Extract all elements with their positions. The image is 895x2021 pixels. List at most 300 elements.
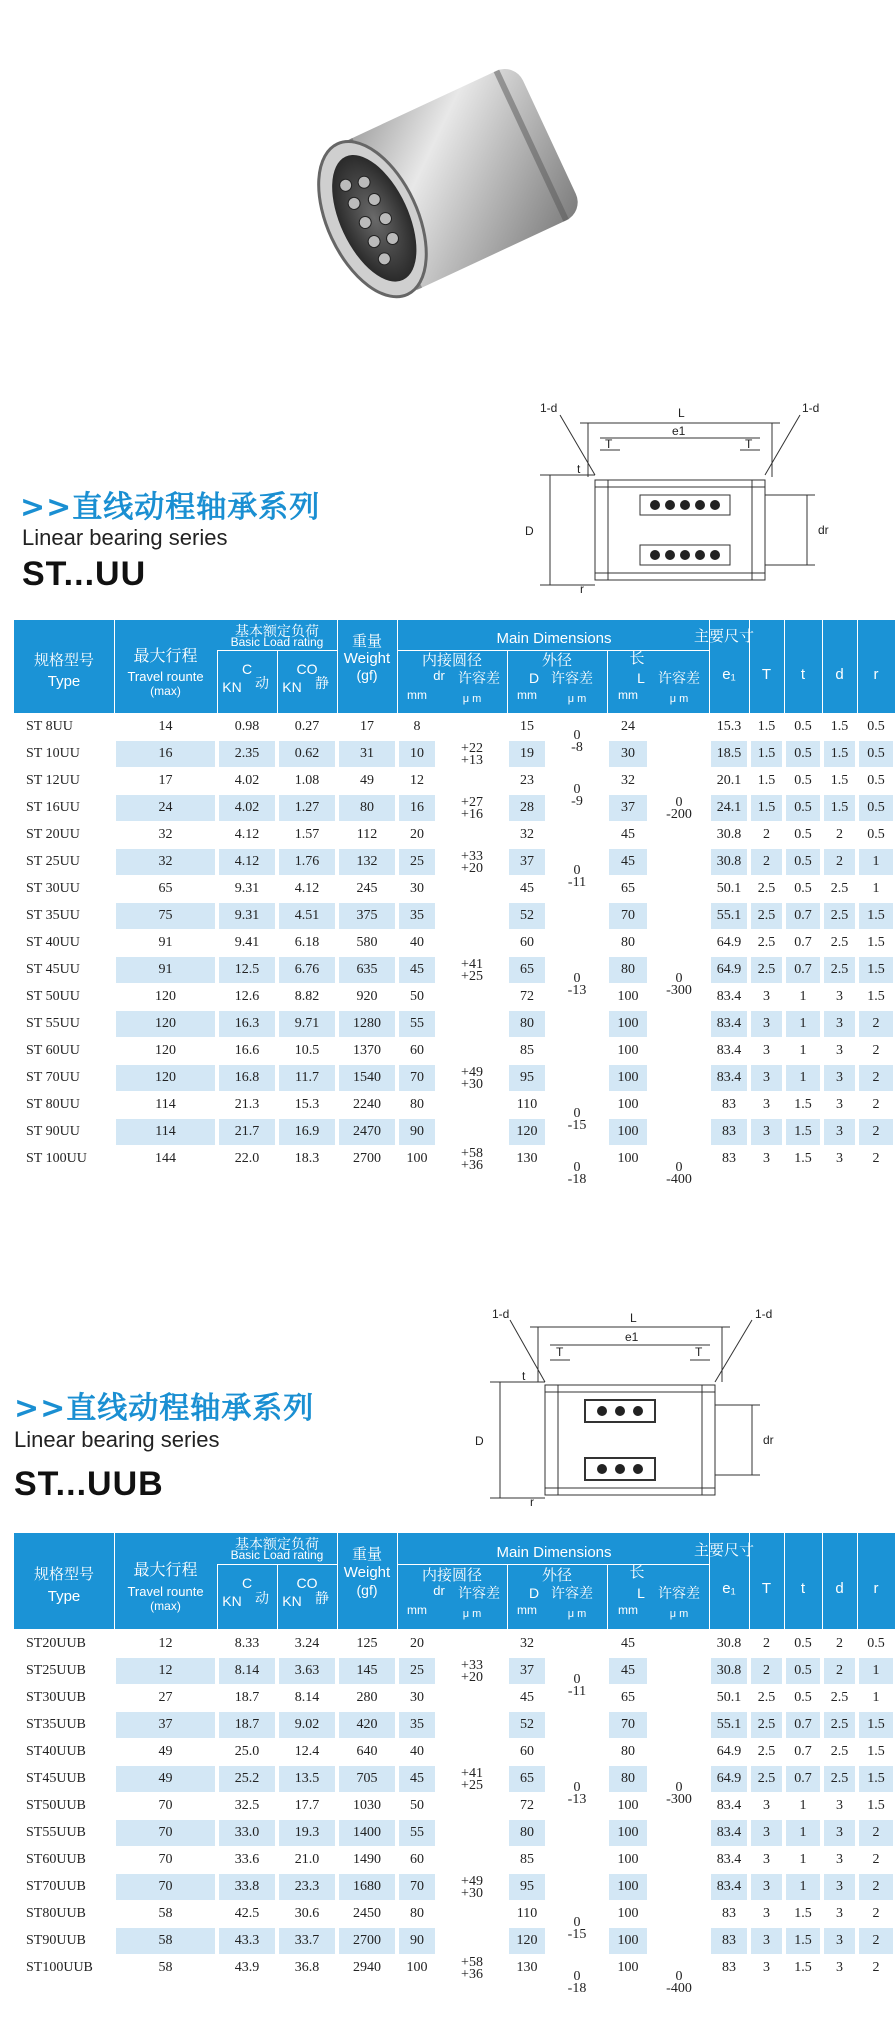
cell-d: 3 [824,1928,855,1954]
table-row [14,903,895,930]
cell-r: 1.5 [867,1798,885,1813]
cell-c: 42.5 [234,1906,260,1921]
cell-travel: 58 [116,1928,215,1954]
table-row [14,1631,895,1658]
cell-L: 37 [609,795,647,821]
cell-r: 0.5 [867,773,885,788]
cell-d: 2.5 [824,1712,855,1738]
cell-dr: 40 [410,1744,424,1759]
cell-D: 19 [509,741,545,767]
cell-weight: 49 [360,773,374,788]
header-dr-um: μ m [462,1607,482,1620]
cell-e1: 30.8 [716,827,742,842]
cell-dr: 50 [410,989,424,1004]
cell-type: ST 50UU [26,989,80,1004]
tolerance-Dtol-upper: 0 [573,1779,581,1795]
cell-dr: 55 [399,1820,435,1846]
cell-r: 1.5 [867,989,885,1004]
cell-c: 33.8 [219,1874,275,1900]
cell-type: ST50UUB [26,1798,86,1813]
cell-c: 25.0 [234,1744,260,1759]
cell-co: 19.3 [279,1820,335,1846]
cell-t: 0.5 [786,741,820,767]
cell-d: 3 [824,1011,855,1037]
table-row [14,930,895,957]
cell-e1: 83.4 [716,1798,742,1813]
cell-e1: 83 [722,1151,736,1166]
cell-dr: 40 [410,935,424,950]
header-L-cn: 长 [629,649,645,667]
cell-c: 16.6 [234,1043,260,1058]
table-row [14,768,895,795]
cell-r: 1 [872,1690,880,1705]
cell-e1: 64.9 [716,935,742,950]
table-row [14,1928,895,1955]
cell-t: 0.7 [786,903,820,929]
cell-c: 32.5 [234,1798,260,1813]
cell-D: 52 [509,1712,545,1738]
header-dr-sym: dr [433,1582,445,1598]
cell-c: 4.02 [219,795,275,821]
header-r: r [873,665,879,683]
section1-title-cn: >>直线动程轴承系列 [20,490,321,525]
cell-d: 2.5 [830,881,849,896]
cell-t: 0.5 [786,849,820,875]
cell-dr: 60 [410,1043,424,1058]
header-load-en: Basic Load rating [230,634,324,649]
header-travel-max: (max) [150,1599,181,1614]
tolerance-drtol-upper: +33 [461,849,483,864]
cell-dr: 10 [399,741,435,767]
cell-T: 3 [763,1798,770,1813]
cell-D: 60 [520,1744,534,1759]
cell-co: 1.27 [279,795,335,821]
cell-travel: 12 [158,1636,173,1651]
cell-e1: 30.8 [711,849,747,875]
cell-co: 18.3 [294,1151,320,1166]
cell-dr: 30 [410,881,424,896]
cell-e1: 83 [722,1097,736,1112]
cell-T: 2.5 [751,957,782,983]
cell-r: 1.5 [867,1744,885,1759]
cell-c: 9.31 [219,903,275,929]
cell-weight: 280 [356,1690,378,1705]
table1-header [14,620,895,713]
header-L-mm: mm [618,1603,638,1618]
cell-e1: 83 [722,1906,736,1921]
tolerance-drtol-lower: +25 [461,969,483,984]
cell-co: 4.12 [294,881,320,896]
tolerance-Dtol-upper: 0 [573,781,581,797]
cell-co: 6.18 [294,935,320,950]
cell-travel: 91 [158,935,173,950]
cell-d: 2.5 [830,1744,849,1759]
tolerance-Ltol-lower: -400 [666,1980,692,1996]
dim2-label-1d-right: 1-d [755,1307,773,1321]
header-D-cn: 外径 [541,652,572,670]
cell-T: 2.5 [751,1766,782,1792]
cell-weight: 1280 [339,1011,395,1037]
cell-r: 1 [859,849,893,875]
dim2-label-dr: dr [763,1433,774,1447]
tolerance-Dtol-lower: -13 [567,1791,587,1807]
cell-r: 2 [872,1960,880,1975]
cell-e1: 83.4 [716,1852,742,1867]
cell-d: 2.5 [830,935,849,950]
cell-travel: 120 [155,1043,176,1058]
cell-d: 3 [836,1097,843,1112]
dim-label-e1: e1 [672,424,686,438]
cell-e1: 50.1 [716,881,742,896]
cell-L: 100 [617,1097,639,1112]
cell-weight: 2240 [353,1097,381,1112]
cell-T: 2.5 [751,903,782,929]
dim2-label-T-left: T [556,1345,564,1359]
tolerance-Dtol-lower: -11 [567,874,587,890]
cell-t: 0.7 [794,935,812,950]
tolerance-drtol-lower: +20 [461,861,483,876]
table-row [14,1038,895,1065]
header-L-um: μ m [669,1607,689,1620]
cell-type: ST90UUB [26,1933,86,1948]
cell-T: 2 [763,1636,770,1651]
cell-t: 1 [786,1820,820,1846]
cell-weight: 2940 [353,1960,381,1975]
header-main-cn: 主要尺寸 [693,628,754,646]
cell-dr: 90 [399,1928,435,1954]
dim-label-t: t [577,462,581,476]
table-row [14,1712,895,1739]
cell-d: 3 [836,1043,843,1058]
header-travel-en: Travel rounte [127,669,204,685]
cell-T: 3 [751,1011,782,1037]
cell-T: 3 [763,1906,770,1921]
cell-travel: 120 [155,989,176,1004]
tolerance-Ltol-upper: 0 [675,1159,683,1175]
table2-body [14,1631,895,1996]
tolerance-drtol-upper: +33 [461,1658,483,1673]
cell-T: 2 [751,849,782,875]
header-c-unit: KN [222,678,242,695]
cell-type: ST 25UU [26,854,80,869]
cell-e1: 55.1 [711,1712,747,1738]
tolerance-drtol-upper: +58 [461,1146,483,1161]
bearing-photo [280,45,630,345]
header-divider [217,650,337,651]
dim2-label-L: L [630,1311,637,1325]
cell-travel: 65 [158,881,173,896]
header-L-sym: L [637,670,645,687]
cell-weight: 17 [360,719,374,734]
cell-L: 100 [617,1798,639,1813]
section2-title-en: Linear bearing series [14,1427,220,1452]
dim2-label-D: D [475,1434,484,1448]
header-co-unit: KN [282,1593,302,1610]
cell-co: 30.6 [294,1906,320,1921]
cell-e1: 18.5 [711,741,747,767]
dim-label-D: D [525,524,534,538]
header-L-sym: L [637,1584,645,1601]
cell-co: 15.3 [294,1097,320,1112]
cell-r: 2 [872,1151,880,1166]
cell-weight: 705 [339,1766,395,1792]
cell-t: 1 [799,1043,807,1058]
cell-r: 1.5 [859,903,893,929]
cell-t: 1 [799,989,807,1004]
tolerance-Ltol-lower: -400 [666,1171,692,1187]
cell-c: 18.7 [219,1712,275,1738]
cell-L: 45 [621,1636,635,1651]
cell-D: 65 [509,1766,545,1792]
cell-c: 21.3 [234,1097,260,1112]
cell-L: 100 [609,1874,647,1900]
tolerance-Ltol-lower: -300 [666,1791,692,1807]
cell-L: 24 [621,719,635,734]
header-dr-mm: mm [407,687,427,702]
tolerance-Dtol-upper: 0 [573,862,581,878]
section1-series: ST...UU [22,555,147,593]
cell-weight: 1680 [339,1874,395,1900]
cell-dr: 70 [399,1874,435,1900]
cell-type: ST70UUB [26,1879,86,1894]
cell-dr: 30 [410,1690,424,1705]
cell-L: 45 [609,1658,647,1684]
tolerance-Ltol-upper: 0 [675,1968,683,1984]
cell-c: 16.8 [219,1065,275,1091]
cell-r: 2 [859,1011,893,1037]
cell-d: 3 [836,1151,843,1166]
header-co-unit: KN [282,678,302,695]
cell-T: 3 [751,1119,782,1145]
table-row [14,822,895,849]
cell-co: 0.27 [294,719,320,734]
cell-t: 1.5 [794,1097,812,1112]
cell-e1: 30.8 [716,1636,742,1651]
bearing-drawing-2 [470,1300,800,1530]
cell-e1: 83.4 [716,1043,742,1058]
cell-weight: 2700 [353,1151,381,1166]
header-d: d [835,1580,844,1597]
tolerance-drtol-upper: +58 [461,1955,483,1970]
cell-c: 25.2 [219,1766,275,1792]
tolerance-Dtol-lower: -8 [571,739,583,755]
tolerance-drtol-lower: +20 [461,1670,483,1685]
cell-dr: 16 [399,795,435,821]
section2-series: ST...UUB [14,1465,164,1503]
table-row [14,1820,895,1847]
header-main-en: Main Dimensions [496,630,612,648]
cell-T: 1.5 [757,719,776,734]
cell-r: 2 [872,1906,880,1921]
tolerance-drtol-lower: +36 [461,1158,483,1173]
cell-d: 1.5 [830,719,849,734]
dim-label-T-left: T [605,437,613,451]
cell-r: 2 [859,1065,893,1091]
header-c: C [241,1575,253,1592]
cell-d: 2.5 [824,1766,855,1792]
header-weight-unit: (gf) [356,1581,378,1598]
cell-c: 12.5 [219,957,275,983]
table-row [14,876,895,903]
cell-type: ST 90UU [26,1124,80,1139]
dim-label-1d-right: 1-d [802,401,820,415]
cell-T: 3 [751,1928,782,1954]
cell-dr: 35 [399,903,435,929]
cell-D: 32 [520,1636,534,1651]
cell-r: 0.5 [859,795,893,821]
cell-t: 1 [799,1798,807,1813]
cell-travel: 32 [158,827,173,842]
cell-type: ST 20UU [26,827,80,842]
dim2-label-1d-left: 1-d [492,1307,510,1321]
cell-e1: 83 [711,1928,747,1954]
cell-L: 70 [609,1712,647,1738]
cell-travel: 120 [116,1011,215,1037]
cell-t: 0.7 [786,1712,820,1738]
cell-D: 15 [520,719,534,734]
cell-e1: 64.9 [716,1744,742,1759]
cell-d: 3 [824,1065,855,1091]
cell-dr: 90 [399,1119,435,1145]
header-L-um: μ m [669,692,689,705]
header-load-cn: 基本额定负荷 [235,1536,319,1552]
cell-weight: 2700 [339,1928,395,1954]
cell-c: 8.33 [234,1636,260,1651]
cell-travel: 70 [116,1820,215,1846]
cell-T: 3 [751,1065,782,1091]
header-dr-tol: 许容差 [458,1584,500,1601]
cell-e1: 83.4 [711,1874,747,1900]
tolerance-Ltol-upper: 0 [675,970,683,986]
cell-type: ST20UUB [26,1636,86,1651]
cell-co: 3.24 [294,1636,320,1651]
cell-d: 2.5 [824,903,855,929]
cell-weight: 375 [339,903,395,929]
cell-d: 2.5 [824,957,855,983]
cell-travel: 37 [116,1712,215,1738]
cell-T: 2 [763,827,770,842]
header-load-cn: 基本额定负荷 [235,623,319,639]
cell-weight: 1400 [339,1820,395,1846]
cell-d: 3 [824,1874,855,1900]
cell-r: 1 [859,1658,893,1684]
cell-t: 0.5 [786,795,820,821]
cell-type: ST55UUB [26,1825,86,1840]
cell-T: 3 [763,1151,770,1166]
header-co-cn: 静 [315,674,329,691]
cell-T: 2.5 [757,1690,776,1705]
cell-type: ST 35UU [26,908,80,923]
header-co-cn: 静 [315,1589,329,1606]
cell-r: 0.5 [867,827,885,842]
tolerance-drtol-upper: +41 [461,957,483,972]
cell-t: 0.5 [794,827,812,842]
dim2-label-r: r [530,1495,534,1509]
cell-D: 120 [509,1928,545,1954]
cell-type: ST25UUB [26,1663,86,1678]
cell-travel: 27 [158,1690,173,1705]
cell-r: 2 [872,1043,880,1058]
cell-d: 2 [836,827,843,842]
cell-travel: 58 [158,1906,173,1921]
header-L-cn: 长 [629,1563,645,1581]
cell-weight: 80 [339,795,395,821]
cell-travel: 58 [158,1960,173,1975]
cell-r: 2 [859,1119,893,1145]
header-type-en: Type [47,672,81,690]
header-T: T [761,665,772,683]
cell-weight: 635 [339,957,395,983]
cell-L: 100 [617,1906,639,1921]
header-c-cn: 动 [255,1589,269,1606]
header-travel-cn: 最大行程 [133,1561,198,1579]
cell-D: 130 [516,1151,538,1166]
cell-r: 2 [859,1820,893,1846]
cell-travel: 49 [158,1744,173,1759]
cell-type: ST 80UU [26,1097,80,1112]
cell-travel: 70 [116,1874,215,1900]
cell-D: 45 [520,881,534,896]
cell-type: ST 40UU [26,935,80,950]
cell-type: ST30UUB [26,1690,86,1705]
cell-travel: 144 [155,1151,176,1166]
header-divider [114,1533,115,1629]
cell-d: 2 [836,1636,843,1651]
tolerance-drtol-lower: +30 [461,1886,483,1901]
header-weight-en: Weight [343,649,391,667]
cell-D: 45 [520,1690,534,1705]
cell-dr: 45 [399,957,435,983]
table-row [14,1092,895,1119]
cell-L: 65 [621,1690,635,1705]
header-t: t [800,665,806,683]
header-travel-en: Travel rounte [127,1583,204,1599]
cell-D: 130 [516,1960,538,1975]
cell-t: 0.5 [794,881,812,896]
cell-c: 4.02 [234,773,260,788]
cell-T: 1.5 [751,795,782,821]
cell-D: 72 [520,989,534,1004]
cell-c: 0.98 [234,719,260,734]
header-divider [114,620,115,713]
cell-dr: 80 [410,1906,424,1921]
cell-D: 23 [520,773,534,788]
cell-L: 100 [609,1065,647,1091]
header-type-cn: 规格型号 [33,1565,94,1583]
header-weight-cn: 重量 [351,632,382,650]
cell-t: 1.5 [786,1119,820,1145]
header-D-cn: 外径 [541,1566,572,1584]
header-L-tol: 许容差 [658,670,700,687]
cell-t: 0.5 [794,1690,812,1705]
tolerance-Dtol-upper: 0 [573,970,581,986]
header-D-mm: mm [517,687,537,702]
header-T: T [761,1580,772,1597]
cell-weight: 145 [339,1658,395,1684]
bearing-drawing-1 [520,365,850,595]
cell-travel: 91 [116,957,215,983]
cell-t: 0.7 [786,1766,820,1792]
cell-D: 65 [509,957,545,983]
tolerance-Dtol-lower: -18 [567,1980,587,1996]
table-row [14,1685,895,1712]
cell-r: 1.5 [859,1766,893,1792]
cell-weight: 125 [356,1636,378,1651]
cell-travel: 114 [155,1097,176,1112]
header-d: d [835,665,844,683]
table-row [14,1119,895,1146]
cell-L: 80 [621,935,635,950]
